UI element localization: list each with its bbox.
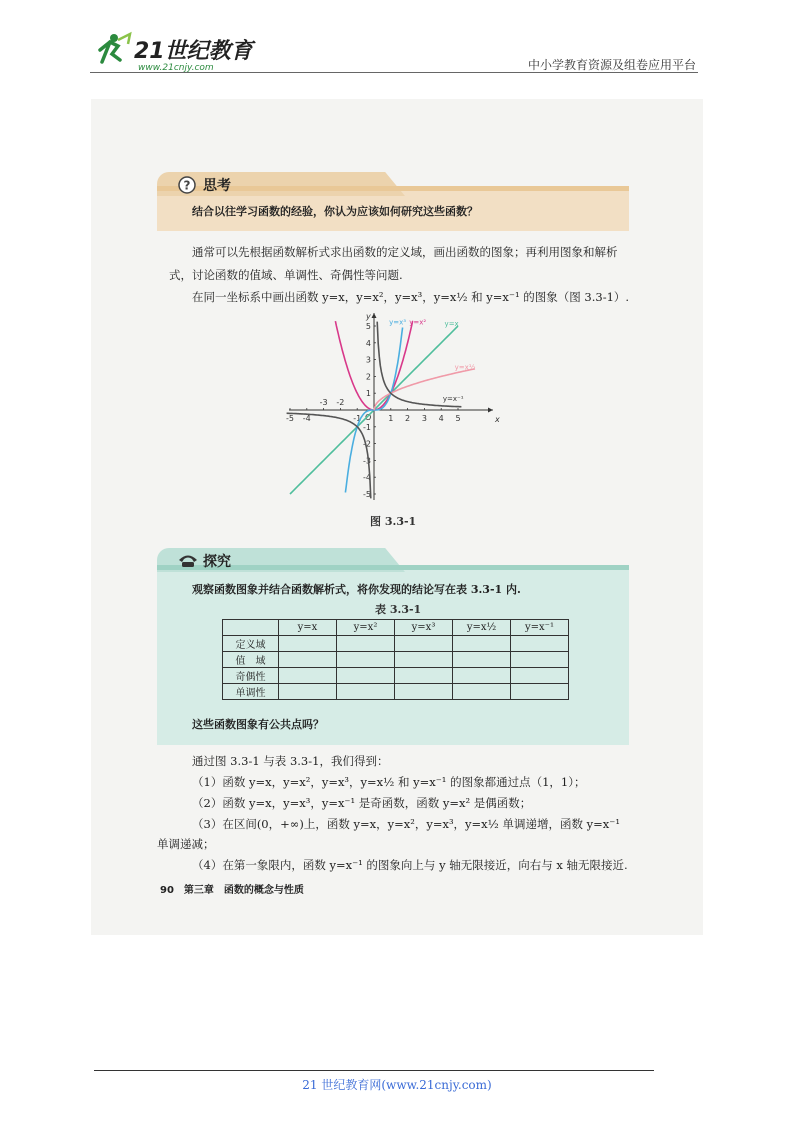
y-tick-label: -3 — [363, 456, 371, 466]
table-row — [223, 668, 569, 684]
conclusion-3a: （3）在区间(0，+∞)上，函数 y=x，y=x²，y=x³，y=x½ 单调递增，函数 y=x⁻¹ — [192, 817, 620, 831]
y-tick-label: 2 — [365, 372, 371, 382]
table-cell[interactable] — [395, 684, 453, 700]
conclusion-4: （4）在第一象限内，函数 y=x⁻¹ 的图象向上与 y 轴无限接近，向右与 x 轴无限接近. — [192, 858, 628, 872]
x-tick-label: 4 — [438, 414, 444, 423]
logo — [88, 28, 258, 74]
y-axis-arrow — [372, 313, 377, 318]
explore-title: 探究 — [203, 554, 231, 570]
table-header: y=x — [279, 620, 337, 636]
explore-question: 这些函数图象有公共点吗？ — [192, 718, 324, 731]
logo-url: www.21cnjy.com — [138, 63, 214, 73]
x-axis-arrow — [488, 408, 493, 413]
y-tick-label: 1 — [365, 389, 371, 399]
logo-text: 21世纪教育 — [134, 39, 253, 64]
function-graph — [281, 309, 501, 504]
textbook-page — [91, 99, 703, 935]
table-cell[interactable] — [453, 684, 511, 700]
function-properties-table — [222, 619, 569, 700]
table-cell[interactable] — [395, 636, 453, 652]
x-tick-label: -1 — [353, 414, 362, 423]
curve-label-square: y=x² — [409, 318, 427, 327]
y-tick-label: 3 — [365, 355, 371, 365]
table-header-corner — [223, 620, 279, 636]
svg-text:?: ? — [183, 178, 191, 193]
x-tick-label: -5 — [286, 414, 294, 423]
curve-label-linear: y=x — [444, 320, 459, 328]
table-header: y=x³ — [395, 620, 453, 636]
table-row — [223, 684, 569, 700]
runner-icon — [100, 34, 130, 62]
table-cell[interactable] — [337, 684, 395, 700]
para2: 在同一坐标系中画出函数 y=x，y=x²，y=x³，y=x½ 和 y=x⁻¹ 的图象（图 3.3-1）. — [192, 290, 630, 304]
think-title: 思考 — [203, 178, 231, 194]
x-tick-label: -2 — [336, 398, 345, 407]
table-cell[interactable] — [279, 668, 337, 684]
x-tick-label: 3 — [421, 414, 427, 423]
row-label: 值 域 — [223, 652, 279, 668]
table-cell[interactable] — [279, 636, 337, 652]
table-cell[interactable] — [337, 636, 395, 652]
explore-instruction: 观察函数图象并结合函数解析式，将你发现的结论写在表 3.3-1 内. — [192, 583, 521, 596]
table-cell[interactable] — [511, 684, 569, 700]
conclusion-1: （1）函数 y=x，y=x²，y=x³，y=x½ 和 y=x⁻¹ 的图象都通过点（1，1）； — [192, 775, 586, 789]
curve-label-inverse: y=x⁻¹ — [442, 394, 464, 403]
origin-label: O — [365, 413, 372, 422]
table-title: 表 3.3-1 — [375, 603, 422, 616]
table-cell[interactable] — [279, 652, 337, 668]
table-cell[interactable] — [453, 636, 511, 652]
figure-caption: 图 3.3-1 — [370, 515, 417, 528]
x-tick-label: -4 — [302, 414, 311, 423]
row-label: 定义域 — [223, 636, 279, 652]
y-tick-label: 5 — [365, 322, 371, 331]
conclusion-2: （2）函数 y=x，y=x³，y=x⁻¹ 是奇函数，函数 y=x² 是偶函数； — [192, 796, 532, 810]
table-header: y=x⁻¹ — [511, 620, 569, 636]
table-cell[interactable] — [453, 668, 511, 684]
y-tick-label: -5 — [363, 490, 371, 499]
table-cell[interactable] — [511, 636, 569, 652]
header-divider — [90, 72, 698, 73]
y-tick-label: -1 — [363, 422, 371, 432]
table-cell[interactable] — [395, 652, 453, 668]
x-tick-label: 1 — [388, 414, 394, 423]
table-cell[interactable] — [511, 668, 569, 684]
table-cell[interactable] — [511, 652, 569, 668]
think-question: 结合以往学习函数的经验，你认为应该如何研究这些函数？ — [192, 205, 478, 218]
telephone-icon — [177, 551, 199, 569]
table-cell[interactable] — [337, 652, 395, 668]
row-label: 奇偶性 — [223, 668, 279, 684]
conclusion-3b: 单调递减； — [157, 837, 215, 851]
table-row — [223, 636, 569, 652]
question-icon — [177, 175, 197, 195]
x-axis-label: x — [495, 415, 500, 424]
bottom-divider — [94, 1070, 654, 1071]
x-tick-label: 2 — [405, 414, 411, 423]
platform-name: 中小学教育资源及组卷应用平台 — [527, 58, 696, 72]
curve-label-sqrt: y=x½ — [454, 363, 476, 372]
y-axis-label: y — [366, 312, 371, 321]
table-header: y=x½ — [453, 620, 511, 636]
site-footer: 21 世纪教育网(www.21cnjy.com) — [302, 1078, 492, 1092]
curve-label-cube: y=x³ — [389, 318, 407, 327]
table-cell[interactable] — [337, 668, 395, 684]
table-header: y=x² — [337, 620, 395, 636]
y-tick-label: -4 — [363, 473, 371, 483]
y-tick-label: 4 — [365, 338, 371, 348]
para1-line1: 通常可以先根据函数解析式求出函数的定义域，画出函数的图象；再利用图象和解析 — [192, 245, 618, 259]
x-tick-label: -3 — [319, 398, 328, 407]
table-cell[interactable] — [453, 652, 511, 668]
table-cell[interactable] — [279, 684, 337, 700]
page-footer: 90 第三章 函数的概念与性质 — [160, 885, 304, 896]
y-tick-label: -2 — [363, 439, 371, 449]
conclusion-intro: 通过图 3.3-1 与表 3.3-1，我们得到： — [192, 754, 389, 768]
table-cell[interactable] — [395, 668, 453, 684]
para1-line2: 式，讨论函数的值域、单调性、奇偶性等问题. — [169, 268, 403, 282]
table-row — [223, 652, 569, 668]
row-label: 单调性 — [223, 684, 279, 700]
x-tick-label: 5 — [455, 414, 461, 423]
